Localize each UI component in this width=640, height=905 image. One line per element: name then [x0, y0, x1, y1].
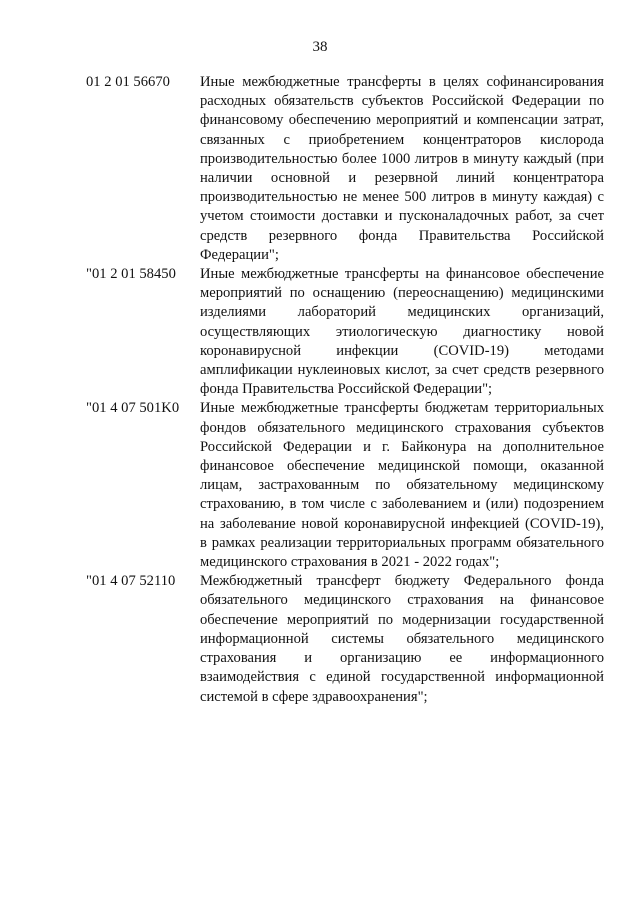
budget-codes-list	[86, 73, 604, 707]
budget-code-entry	[86, 399, 604, 572]
budget-code: "01 4 07 52110	[86, 573, 176, 590]
budget-code-description: Иные межбюджетные трансферты в целях софинансирования расходных обязательств субъектов Российской Федерации по финансовому обеспечению мероприятий и компенсации затрат, связанных с приобретением концентраторов кислорода производительностью более 1000 литров в минуту каждый (при наличии основной и резервной линий концентратора производительностью не менее 500 литров в минуту каждая) с учетом стоимости доставки и пусконаладочных работ, за счет средств резервного фонда Правительства Российской Федерации";	[200, 74, 604, 263]
budget-code: "01 2 01 58450	[86, 266, 176, 283]
budget-code-description: Иные межбюджетные трансферты бюджетам территориальных фондов обязательного медицинского страхования субъектов Российской Федерации и г. Байконура на дополнительное финансовое обеспечение медицинской помощи, оказанной лицам, застрахованным по обязательному медицинскому страхованию, в том числе с заболеванием и (или) подозрением на заболевание новой коронавирусной инфекцией (COVID-19), в рамках реализации территориальных программ обязательного медицинского страхования в 2021 - 2022 годах";	[200, 400, 604, 571]
budget-code: 01 2 01 56670	[86, 74, 170, 90]
budget-code: "01 4 07 501K0	[86, 400, 180, 417]
budget-code-entry	[86, 572, 604, 706]
page-number: 38	[312, 39, 328, 55]
budget-code-description: Межбюджетный трансферт бюджету Федерального фонда обязательного медицинского страхования на финансовое обеспечение мероприятий по модернизации государственной информационной системы обязательного медицинского страхования и организацию ее информационного взаимодействия с единой государственной информационной системой в сфере здравоохранения";	[200, 573, 604, 705]
budget-code-description: Иные межбюджетные трансферты на финансовое обеспечение мероприятий по оснащению (переоснащению) медицинскими изделиями лабораторий медицинских организаций, осуществляющих этиологическую диагностику новой коронавирусной инфекции (COVID-19) методами амплификации нуклеиновых кислот, за счет средств резервного фонда Правительства Российской Федерации";	[200, 266, 604, 398]
budget-code-entry	[86, 265, 604, 399]
budget-code-entry	[86, 73, 604, 265]
